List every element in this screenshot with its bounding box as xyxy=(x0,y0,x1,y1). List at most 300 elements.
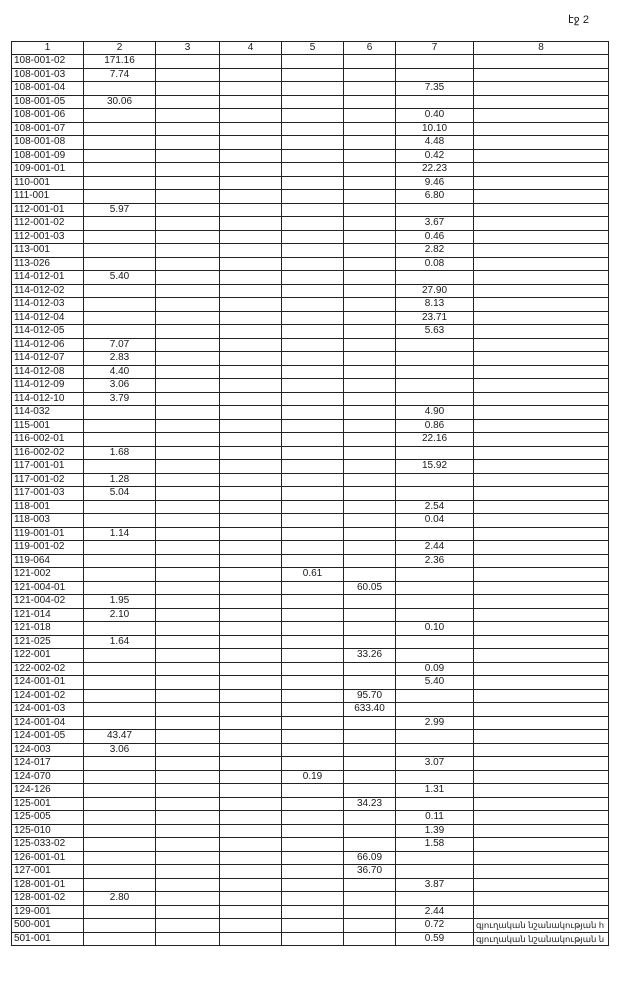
value-cell-col8 xyxy=(474,203,609,217)
value-cell-col8 xyxy=(474,824,609,838)
value-cell-col4 xyxy=(220,622,282,636)
value-cell-col7: 2.99 xyxy=(396,716,474,730)
value-cell-col5 xyxy=(282,716,344,730)
value-cell-col7 xyxy=(396,352,474,366)
value-cell-col5 xyxy=(282,446,344,460)
value-cell-col7 xyxy=(396,365,474,379)
table-row xyxy=(12,541,609,555)
value-cell-col5 xyxy=(282,460,344,474)
value-cell-col3 xyxy=(156,271,220,285)
table-row xyxy=(12,811,609,825)
value-cell-col5 xyxy=(282,257,344,271)
value-cell-col8 xyxy=(474,446,609,460)
value-cell-col7 xyxy=(396,730,474,744)
parcel-code-cell: 116-002-02 xyxy=(12,446,84,460)
value-cell-col5 xyxy=(282,473,344,487)
value-cell-col2 xyxy=(84,190,156,204)
value-cell-col4 xyxy=(220,878,282,892)
value-cell-col7: 2.44 xyxy=(396,905,474,919)
value-cell-col4 xyxy=(220,244,282,258)
table-row xyxy=(12,919,609,933)
value-cell-col3 xyxy=(156,352,220,366)
value-cell-col8 xyxy=(474,703,609,717)
value-cell-col8 xyxy=(474,770,609,784)
page-label: էջ 2 xyxy=(568,14,589,26)
value-cell-col4 xyxy=(220,757,282,771)
value-cell-col8 xyxy=(474,878,609,892)
table-row xyxy=(12,784,609,798)
value-cell-col7: 5.63 xyxy=(396,325,474,339)
parcel-code-cell: 128-001-02 xyxy=(12,892,84,906)
value-cell-col7: 0.86 xyxy=(396,419,474,433)
value-cell-col6 xyxy=(344,784,396,798)
value-cell-col6 xyxy=(344,527,396,541)
value-cell-col2 xyxy=(84,581,156,595)
value-cell-col2: 3.06 xyxy=(84,743,156,757)
value-cell-col7 xyxy=(396,892,474,906)
table-row xyxy=(12,217,609,231)
value-cell-col7: 10.10 xyxy=(396,122,474,136)
value-cell-col2: 5.40 xyxy=(84,271,156,285)
table-row xyxy=(12,514,609,528)
value-cell-col3 xyxy=(156,163,220,177)
value-cell-col2 xyxy=(84,257,156,271)
value-cell-col4 xyxy=(220,55,282,69)
value-cell-col4 xyxy=(220,82,282,96)
value-cell-col7: 2.36 xyxy=(396,554,474,568)
value-cell-col3 xyxy=(156,514,220,528)
value-cell-col4 xyxy=(220,352,282,366)
value-cell-col5 xyxy=(282,608,344,622)
value-cell-col8 xyxy=(474,500,609,514)
parcel-code-cell: 124-001-02 xyxy=(12,689,84,703)
value-cell-col3 xyxy=(156,365,220,379)
value-cell-col3 xyxy=(156,568,220,582)
parcel-code-cell: 114-012-01 xyxy=(12,271,84,285)
value-cell-col4 xyxy=(220,190,282,204)
value-cell-col8 xyxy=(474,190,609,204)
value-cell-col4 xyxy=(220,325,282,339)
parcel-code-cell: 121-004-02 xyxy=(12,595,84,609)
value-cell-col6 xyxy=(344,824,396,838)
table-row xyxy=(12,730,609,744)
column-header-7: 7 xyxy=(396,42,474,55)
value-cell-col6 xyxy=(344,55,396,69)
value-cell-col8 xyxy=(474,851,609,865)
table-row xyxy=(12,136,609,150)
value-cell-col2 xyxy=(84,851,156,865)
table-row xyxy=(12,406,609,420)
parcel-code-cell: 121-004-01 xyxy=(12,581,84,595)
table-row xyxy=(12,257,609,271)
value-cell-col5 xyxy=(282,365,344,379)
value-cell-col3 xyxy=(156,190,220,204)
value-cell-col2 xyxy=(84,824,156,838)
value-cell-col7 xyxy=(396,473,474,487)
value-cell-col7: 27.90 xyxy=(396,284,474,298)
value-cell-col6 xyxy=(344,176,396,190)
value-cell-col7 xyxy=(396,95,474,109)
value-cell-col4 xyxy=(220,568,282,582)
value-cell-col7: 0.08 xyxy=(396,257,474,271)
parcel-code-cell: 111-001 xyxy=(12,190,84,204)
value-cell-col2 xyxy=(84,500,156,514)
value-cell-col5 xyxy=(282,487,344,501)
table-row xyxy=(12,230,609,244)
table-row xyxy=(12,325,609,339)
value-cell-col4 xyxy=(220,176,282,190)
table-row xyxy=(12,595,609,609)
table-row xyxy=(12,703,609,717)
value-cell-col2: 1.68 xyxy=(84,446,156,460)
value-cell-col8 xyxy=(474,230,609,244)
column-header-3: 3 xyxy=(156,42,220,55)
value-cell-col4 xyxy=(220,865,282,879)
value-cell-col4 xyxy=(220,703,282,717)
value-cell-col3 xyxy=(156,460,220,474)
value-cell-col3 xyxy=(156,325,220,339)
value-cell-col3 xyxy=(156,905,220,919)
value-cell-col3 xyxy=(156,257,220,271)
value-cell-col5 xyxy=(282,379,344,393)
value-cell-col7 xyxy=(396,271,474,285)
table-row xyxy=(12,244,609,258)
value-cell-col4 xyxy=(220,838,282,852)
value-cell-col8 xyxy=(474,433,609,447)
value-cell-col6 xyxy=(344,325,396,339)
value-cell-col4 xyxy=(220,932,282,946)
value-cell-col2 xyxy=(84,230,156,244)
value-cell-col2 xyxy=(84,136,156,150)
value-cell-col6 xyxy=(344,487,396,501)
value-cell-col5 xyxy=(282,217,344,231)
parcel-code-cell: 116-002-01 xyxy=(12,433,84,447)
value-cell-col5 xyxy=(282,838,344,852)
value-cell-col8 xyxy=(474,568,609,582)
value-cell-col5 xyxy=(282,878,344,892)
value-cell-col6 xyxy=(344,379,396,393)
parcel-code-cell: 114-012-04 xyxy=(12,311,84,325)
value-cell-col3 xyxy=(156,68,220,82)
value-cell-col4 xyxy=(220,608,282,622)
value-cell-col5 xyxy=(282,797,344,811)
value-cell-col3 xyxy=(156,892,220,906)
value-cell-col8 xyxy=(474,163,609,177)
value-cell-col8 xyxy=(474,460,609,474)
parcel-code-cell: 108-001-05 xyxy=(12,95,84,109)
value-cell-col5 xyxy=(282,905,344,919)
value-cell-col2 xyxy=(84,811,156,825)
value-cell-col6: 60.05 xyxy=(344,581,396,595)
value-cell-col3 xyxy=(156,406,220,420)
value-cell-col6 xyxy=(344,203,396,217)
value-cell-col5 xyxy=(282,703,344,717)
value-cell-col6 xyxy=(344,271,396,285)
value-cell-col8: գյուղական նշանակության ն xyxy=(474,932,609,946)
value-cell-col6 xyxy=(344,635,396,649)
table-row xyxy=(12,433,609,447)
value-cell-col4 xyxy=(220,743,282,757)
land-table xyxy=(11,41,609,946)
value-cell-col3 xyxy=(156,446,220,460)
value-cell-col5 xyxy=(282,163,344,177)
parcel-code-cell: 125-001 xyxy=(12,797,84,811)
table-row xyxy=(12,392,609,406)
table-row xyxy=(12,932,609,946)
value-cell-col7 xyxy=(396,797,474,811)
value-cell-col6 xyxy=(344,136,396,150)
value-cell-col2 xyxy=(84,932,156,946)
value-cell-col6 xyxy=(344,838,396,852)
value-cell-col2 xyxy=(84,433,156,447)
value-cell-col4 xyxy=(220,136,282,150)
table-row xyxy=(12,109,609,123)
value-cell-col6: 36.70 xyxy=(344,865,396,879)
parcel-code-cell: 124-001-01 xyxy=(12,676,84,690)
table-row xyxy=(12,581,609,595)
value-cell-col4 xyxy=(220,311,282,325)
value-cell-col7: 22.16 xyxy=(396,433,474,447)
value-cell-col3 xyxy=(156,244,220,258)
table-row xyxy=(12,716,609,730)
value-cell-col3 xyxy=(156,136,220,150)
table-row xyxy=(12,379,609,393)
value-cell-col6 xyxy=(344,878,396,892)
value-cell-col3 xyxy=(156,608,220,622)
value-cell-col8 xyxy=(474,392,609,406)
parcel-code-cell: 112-001-01 xyxy=(12,203,84,217)
value-cell-col5 xyxy=(282,311,344,325)
value-cell-col6 xyxy=(344,676,396,690)
value-cell-col2 xyxy=(84,649,156,663)
value-cell-col3 xyxy=(156,500,220,514)
value-cell-col3 xyxy=(156,487,220,501)
parcel-code-cell: 108-001-09 xyxy=(12,149,84,163)
value-cell-col5 xyxy=(282,82,344,96)
value-cell-col7: 22.23 xyxy=(396,163,474,177)
value-cell-col5 xyxy=(282,757,344,771)
value-cell-col2 xyxy=(84,406,156,420)
value-cell-col2: 2.83 xyxy=(84,352,156,366)
parcel-code-cell: 114-012-08 xyxy=(12,365,84,379)
value-cell-col7: 0.40 xyxy=(396,109,474,123)
value-cell-col5 xyxy=(282,136,344,150)
value-cell-col4 xyxy=(220,419,282,433)
value-cell-col4 xyxy=(220,433,282,447)
parcel-code-cell: 117-001-02 xyxy=(12,473,84,487)
parcel-code-cell: 114-012-07 xyxy=(12,352,84,366)
value-cell-col6 xyxy=(344,392,396,406)
value-cell-col6 xyxy=(344,811,396,825)
value-cell-col8 xyxy=(474,176,609,190)
value-cell-col5 xyxy=(282,176,344,190)
value-cell-col8 xyxy=(474,257,609,271)
value-cell-col6 xyxy=(344,338,396,352)
value-cell-col8 xyxy=(474,838,609,852)
value-cell-col8 xyxy=(474,55,609,69)
value-cell-col3 xyxy=(156,932,220,946)
value-cell-col8 xyxy=(474,784,609,798)
value-cell-col2: 1.14 xyxy=(84,527,156,541)
column-header-6: 6 xyxy=(344,42,396,55)
value-cell-col2: 30.06 xyxy=(84,95,156,109)
table-row xyxy=(12,649,609,663)
value-cell-col6 xyxy=(344,473,396,487)
value-cell-col3 xyxy=(156,703,220,717)
value-cell-col7: 0.10 xyxy=(396,622,474,636)
parcel-code-cell: 108-001-08 xyxy=(12,136,84,150)
value-cell-col3 xyxy=(156,851,220,865)
value-cell-col3 xyxy=(156,527,220,541)
value-cell-col8 xyxy=(474,473,609,487)
value-cell-col8 xyxy=(474,244,609,258)
value-cell-col5 xyxy=(282,406,344,420)
value-cell-col6 xyxy=(344,608,396,622)
value-cell-col8 xyxy=(474,730,609,744)
value-cell-col4 xyxy=(220,784,282,798)
value-cell-col5 xyxy=(282,689,344,703)
table-row xyxy=(12,662,609,676)
table-row xyxy=(12,527,609,541)
value-cell-col4 xyxy=(220,149,282,163)
value-cell-col8 xyxy=(474,379,609,393)
parcel-code-cell: 109-001-01 xyxy=(12,163,84,177)
parcel-code-cell: 121-014 xyxy=(12,608,84,622)
parcel-code-cell: 110-001 xyxy=(12,176,84,190)
value-cell-col2 xyxy=(84,689,156,703)
value-cell-col4 xyxy=(220,109,282,123)
value-cell-col6 xyxy=(344,500,396,514)
parcel-code-cell: 114-012-10 xyxy=(12,392,84,406)
value-cell-col4 xyxy=(220,635,282,649)
value-cell-col8 xyxy=(474,82,609,96)
value-cell-col3 xyxy=(156,757,220,771)
parcel-code-cell: 112-001-02 xyxy=(12,217,84,231)
value-cell-col8: գյուղական նշանակության հ xyxy=(474,919,609,933)
value-cell-col2 xyxy=(84,311,156,325)
parcel-code-cell: 117-001-03 xyxy=(12,487,84,501)
parcel-code-cell: 124-001-03 xyxy=(12,703,84,717)
value-cell-col8 xyxy=(474,68,609,82)
value-cell-col2 xyxy=(84,176,156,190)
value-cell-col2 xyxy=(84,109,156,123)
parcel-code-cell: 121-002 xyxy=(12,568,84,582)
value-cell-col5 xyxy=(282,230,344,244)
table-row xyxy=(12,95,609,109)
value-cell-col4 xyxy=(220,649,282,663)
value-cell-col4 xyxy=(220,338,282,352)
value-cell-col2 xyxy=(84,757,156,771)
value-cell-col8 xyxy=(474,649,609,663)
column-header-8: 8 xyxy=(474,42,609,55)
value-cell-col4 xyxy=(220,662,282,676)
value-cell-col5 xyxy=(282,338,344,352)
value-cell-col5 xyxy=(282,851,344,865)
value-cell-col6: 33.26 xyxy=(344,649,396,663)
value-cell-col8 xyxy=(474,635,609,649)
value-cell-col5 xyxy=(282,149,344,163)
value-cell-col2 xyxy=(84,554,156,568)
value-cell-col6 xyxy=(344,433,396,447)
value-cell-col6 xyxy=(344,109,396,123)
column-header-1: 1 xyxy=(12,42,84,55)
value-cell-col2 xyxy=(84,716,156,730)
parcel-code-cell: 124-126 xyxy=(12,784,84,798)
value-cell-col4 xyxy=(220,554,282,568)
value-cell-col5 xyxy=(282,730,344,744)
parcel-code-cell: 114-012-09 xyxy=(12,379,84,393)
value-cell-col2 xyxy=(84,163,156,177)
value-cell-col7: 8.13 xyxy=(396,298,474,312)
value-cell-col8 xyxy=(474,797,609,811)
value-cell-col2 xyxy=(84,865,156,879)
value-cell-col2 xyxy=(84,905,156,919)
value-cell-col2: 4.40 xyxy=(84,365,156,379)
value-cell-col3 xyxy=(156,865,220,879)
parcel-code-cell: 119-064 xyxy=(12,554,84,568)
value-cell-col5 xyxy=(282,244,344,258)
value-cell-col3 xyxy=(156,811,220,825)
value-cell-col5 xyxy=(282,284,344,298)
parcel-code-cell: 124-070 xyxy=(12,770,84,784)
value-cell-col7 xyxy=(396,392,474,406)
value-cell-col6 xyxy=(344,919,396,933)
value-cell-col4 xyxy=(220,122,282,136)
value-cell-col3 xyxy=(156,824,220,838)
value-cell-col5 xyxy=(282,271,344,285)
value-cell-col3 xyxy=(156,176,220,190)
table-row xyxy=(12,568,609,582)
value-cell-col6 xyxy=(344,541,396,555)
value-cell-col2 xyxy=(84,784,156,798)
value-cell-col3 xyxy=(156,689,220,703)
table-row xyxy=(12,905,609,919)
value-cell-col6 xyxy=(344,82,396,96)
value-cell-col8 xyxy=(474,892,609,906)
value-cell-col6 xyxy=(344,622,396,636)
value-cell-col3 xyxy=(156,622,220,636)
value-cell-col3 xyxy=(156,203,220,217)
value-cell-col5 xyxy=(282,203,344,217)
value-cell-col5 xyxy=(282,622,344,636)
table-row xyxy=(12,500,609,514)
value-cell-col2: 7.07 xyxy=(84,338,156,352)
parcel-code-cell: 128-001-01 xyxy=(12,878,84,892)
value-cell-col6 xyxy=(344,770,396,784)
value-cell-col5 xyxy=(282,392,344,406)
parcel-code-cell: 108-001-07 xyxy=(12,122,84,136)
value-cell-col2 xyxy=(84,797,156,811)
value-cell-col5 xyxy=(282,352,344,366)
table-row xyxy=(12,338,609,352)
value-cell-col7: 0.59 xyxy=(396,932,474,946)
value-cell-col7: 6.80 xyxy=(396,190,474,204)
value-cell-col6 xyxy=(344,460,396,474)
value-cell-col8 xyxy=(474,595,609,609)
value-cell-col6: 34.23 xyxy=(344,797,396,811)
parcel-code-cell: 114-012-03 xyxy=(12,298,84,312)
value-cell-col6 xyxy=(344,122,396,136)
value-cell-col7 xyxy=(396,338,474,352)
value-cell-col8 xyxy=(474,865,609,879)
value-cell-col5 xyxy=(282,95,344,109)
table-row xyxy=(12,689,609,703)
value-cell-col5 xyxy=(282,919,344,933)
value-cell-col8 xyxy=(474,325,609,339)
value-cell-col6 xyxy=(344,95,396,109)
parcel-code-cell: 114-012-02 xyxy=(12,284,84,298)
value-cell-col2 xyxy=(84,919,156,933)
